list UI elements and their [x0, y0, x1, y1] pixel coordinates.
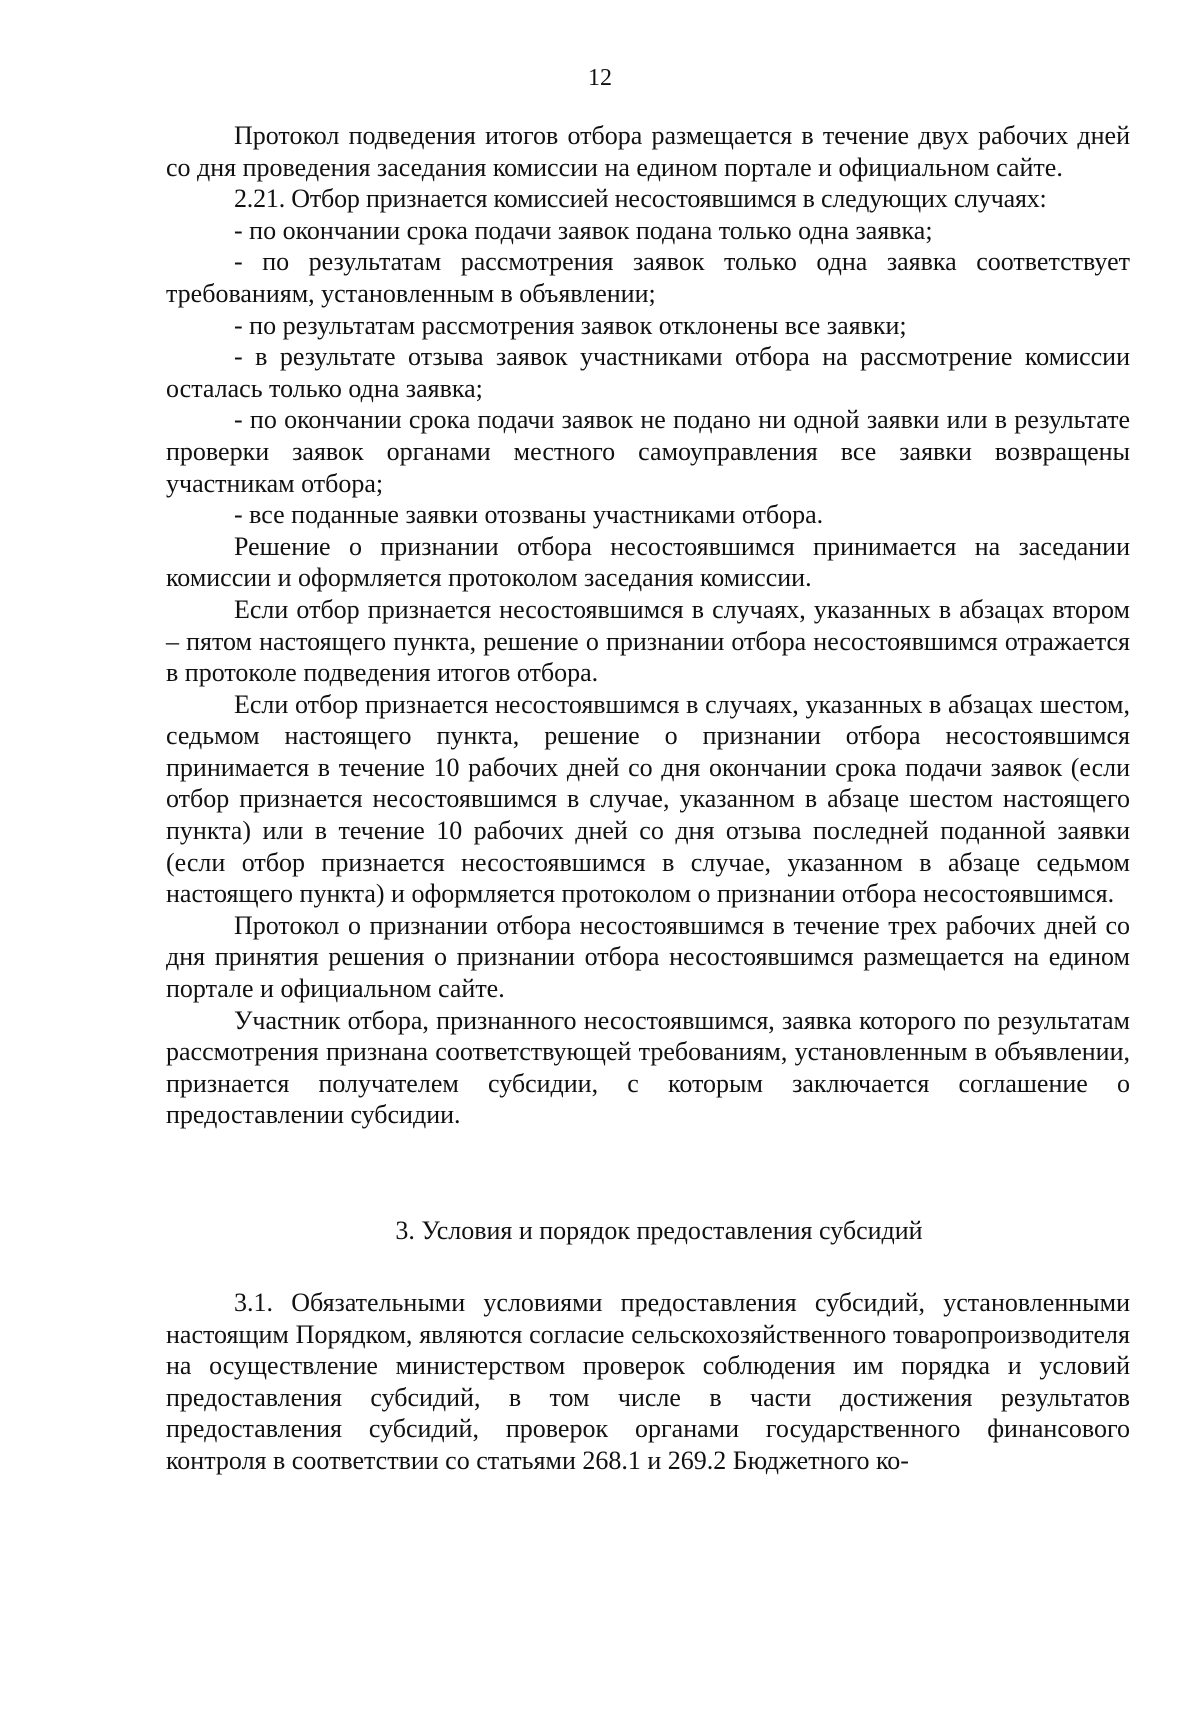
paragraph-2-21-heading: 2.21. Отбор признается комиссией несостоявшимся в следующих случаях: — [234, 184, 1047, 214]
page-number: 12 — [588, 65, 612, 91]
list-item-all-rejected: - по результатам рассмотрения заявок отклонены все заявки; — [234, 310, 907, 340]
list-item-single-compliant: - по результатам рассмотрения заявок только одна заявка соответствует требованиям, установленным в объявлении; — [166, 247, 1130, 308]
paragraph-3-1: 3.1. Обязательными условиями предоставления субсидий, установленными настоящим Порядком, являются согласие сельскохозяйственного товаропроизводителя на осуществление министерством проверок соблюдения им порядка и условий предоставления субсидий, в том числе в части достижения результатов предоставления субсидий, проверок органами государственного финансового контроля в соответствии со статьями 268.1 и 269.2 Бюджетного ко- — [166, 1288, 1130, 1475]
paragraph-protocol-placement: Протокол о признании отбора несостоявшимся в течение трех рабочих дней со дня принятия решения о признании отбора несостоявшимся размещается на едином портале и официальном сайте. — [166, 910, 1130, 1004]
list-item-single-application: - по окончании срока подачи заявок подана только одна заявка; — [234, 215, 933, 245]
list-item-none-submitted: - по окончании срока подачи заявок не подано ни одной заявки или в результате проверки заявок органами местного самоуправления все заявки возвращены участникам отбора; — [166, 405, 1130, 498]
document-body — [166, 120, 1130, 1477]
section-heading: 3. Условия и порядок предоставления субсидий — [395, 1216, 923, 1245]
paragraph-decision: Решение о признании отбора несостоявшимся принимается на заседании комиссии и оформляется протоколом заседания комиссии. — [166, 531, 1130, 593]
paragraph-cases-two-five: Если отбор признается несостоявшимся в случаях, указанных в абзацах втором – пятом настоящего пункта, решение о признании отбора несостоявшимся отражается в протоколе подведения итогов отбора. — [166, 594, 1130, 688]
list-item-all-withdrawn: - все поданные заявки отозваны участниками отбора. — [234, 500, 824, 530]
paragraph-protocol-publication: Протокол подведения итогов отбора размещается в течение двух рабочих дней со дня проведения заседания комиссии на едином портале и официальном сайте. — [166, 121, 1130, 182]
list-item-withdrawal-one-left: - в результате отзыва заявок участниками отбора на рассмотрение комиссии осталась только одна заявка; — [166, 342, 1130, 403]
paragraph-participant-recipient: Участник отбора, признанного несостоявшимся, заявка которого по результатам рассмотрения признана соответствующей требованиям, установленным в объявлении, признается получателем субсидии, с которым заключается соглашение о предоставлении субсидии. — [166, 1005, 1130, 1130]
paragraph-cases-six-seven: Если отбор признается несостоявшимся в случаях, указанных в абзацах шестом, седьмом настоящего пункта, решение о признании отбора несостоявшимся принимается в течение 10 рабочих дней со дня окончании срока подачи заявок (если отбор признается несостоявшимся в случае, указанном в абзаце шестом настоящего пункта) или в течение 10 рабочих дней со дня отзыва последней поданной заявки (если отбор признается несостоявшимся в случае, указанном в абзаце седьмом настоящего пункта) и оформляется протоколом о признании отбора несостоявшимся. — [166, 689, 1130, 909]
